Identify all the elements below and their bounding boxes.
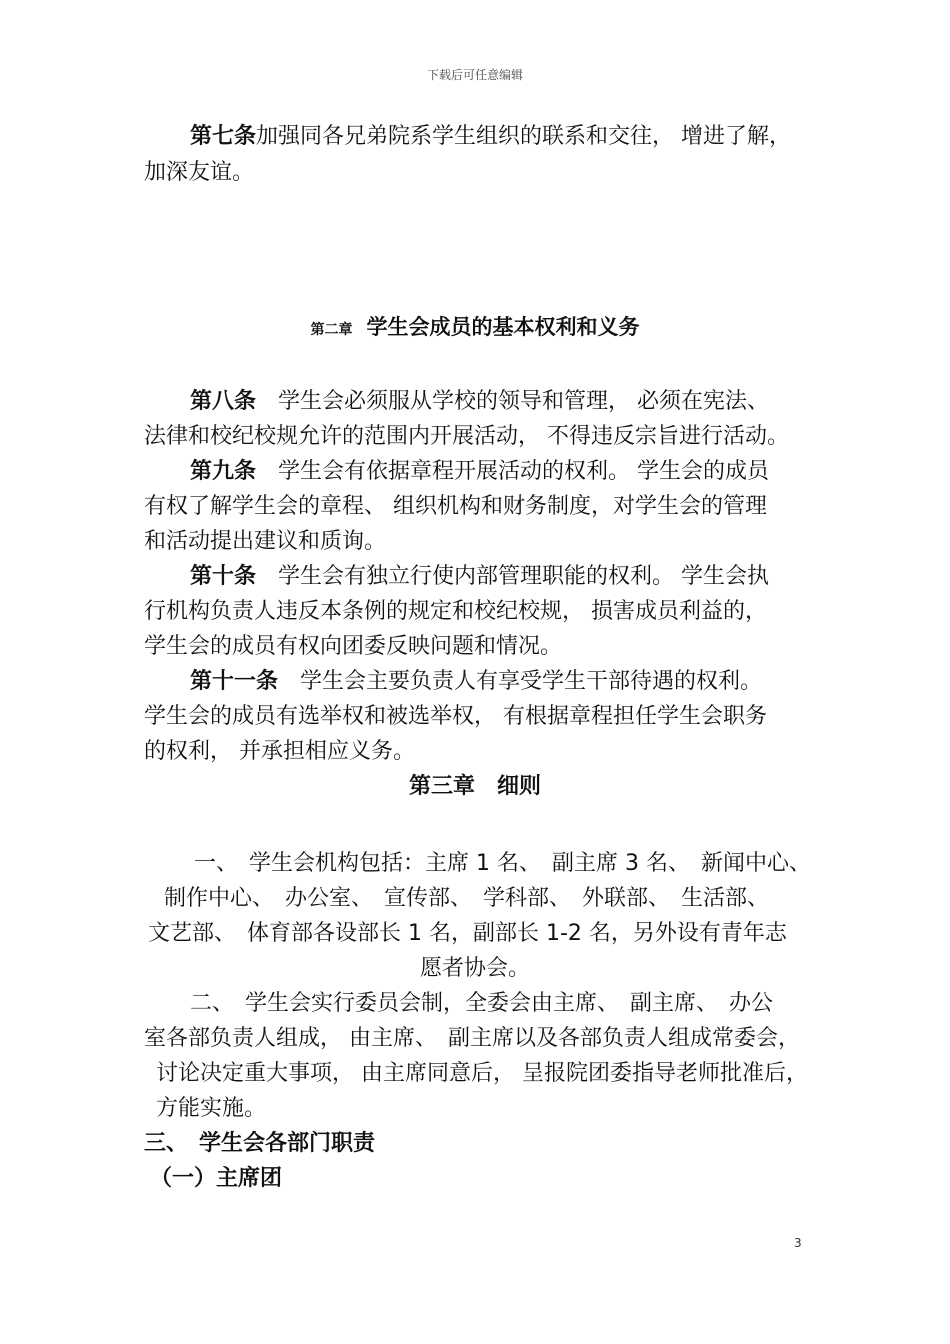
article-9-label: 第九条 <box>190 459 257 484</box>
article-8-line-2: 法律和校纪校规允许的范围内开展活动， 不得违反宗旨进行活动。 <box>144 424 789 449</box>
chapter-2-title: 学生会成员的基本权利和义务 <box>366 315 640 339</box>
article-8-line-1: 第八条 学生会必须服从学校的领导和管理， 必须在宪法、 <box>190 389 770 414</box>
article-11-label: 第十一条 <box>190 669 279 694</box>
item-2-line-3: 讨论决定重大事项， 由主席同意后， 呈报院团委指导老师批准后， <box>156 1061 808 1086</box>
sub-1-heading: （一）主席团 <box>150 1166 283 1191</box>
article-7-line-1: 第七条加强同各兄弟院系学生组织的联系和交往， 增进了解， <box>190 124 792 149</box>
item-2-line-2: 室各部负责人组成， 由主席、 副主席以及各部负责人组成常委会， <box>144 1026 800 1051</box>
article-10-line-1: 第十条 学生会有独立行使内部管理职能的权利。 学生会执 <box>190 564 770 589</box>
item-1-line-2: 制作中心、 办公室、 宣传部、 学科部、 外联部、 生活部、 <box>164 886 770 911</box>
article-11-line-2: 学生会的成员有选举权和被选举权， 有根据章程担任学生会职务 <box>144 704 767 729</box>
article-10-line-2: 行机构负责人违反本条例的规定和校纪校规， 损害成员利益的， <box>144 599 767 624</box>
page-number: 3 <box>794 1236 802 1250</box>
article-8-label: 第八条 <box>190 389 257 414</box>
page-header: 下载后可任意编辑 <box>426 68 523 82</box>
article-7-line-2: 加深友谊。 <box>144 160 255 185</box>
chapter-3-heading: 第三章 细则 <box>408 774 541 799</box>
article-9-line-3: 和活动提出建议和质询。 <box>144 529 387 554</box>
article-10-line-3: 学生会的成员有权向团委反映问题和情况。 <box>144 634 563 659</box>
item-2-line-4: 方能实施。 <box>156 1096 267 1121</box>
article-11-line-3: 的权利， 并承担相应义务。 <box>144 739 415 764</box>
item-3-heading: 三、 学生会各部门职责 <box>144 1131 376 1156</box>
item-1-line-3: 文艺部、 体育部各设部长 1 名，副部长 1-2 名，另外设有青年志 <box>148 921 787 946</box>
article-7-label: 第七条 <box>190 124 257 149</box>
item-1-line-4: 愿者协会。 <box>419 956 530 981</box>
chapter-2-number: 第二章 <box>310 322 353 338</box>
article-9-line-2: 有权了解学生会的章程、 组织机构和财务制度，对学生会的管理 <box>144 494 767 519</box>
article-9-line-1: 第九条 学生会有依据章程开展活动的权利。 学生会的成员 <box>190 459 770 484</box>
article-10-label: 第十条 <box>190 564 257 589</box>
item-2-line-1: 二、 学生会实行委员会制，全委会由主席、 副主席、 办公 <box>190 991 774 1016</box>
article-11-line-1: 第十一条 学生会主要负责人有享受学生干部待遇的权利。 <box>190 669 763 694</box>
chapter-2-heading <box>0 311 950 341</box>
item-1-line-1: 一、 学生会机构包括：主席 1 名、 副主席 3 名、 新闻中心、 <box>194 851 811 876</box>
